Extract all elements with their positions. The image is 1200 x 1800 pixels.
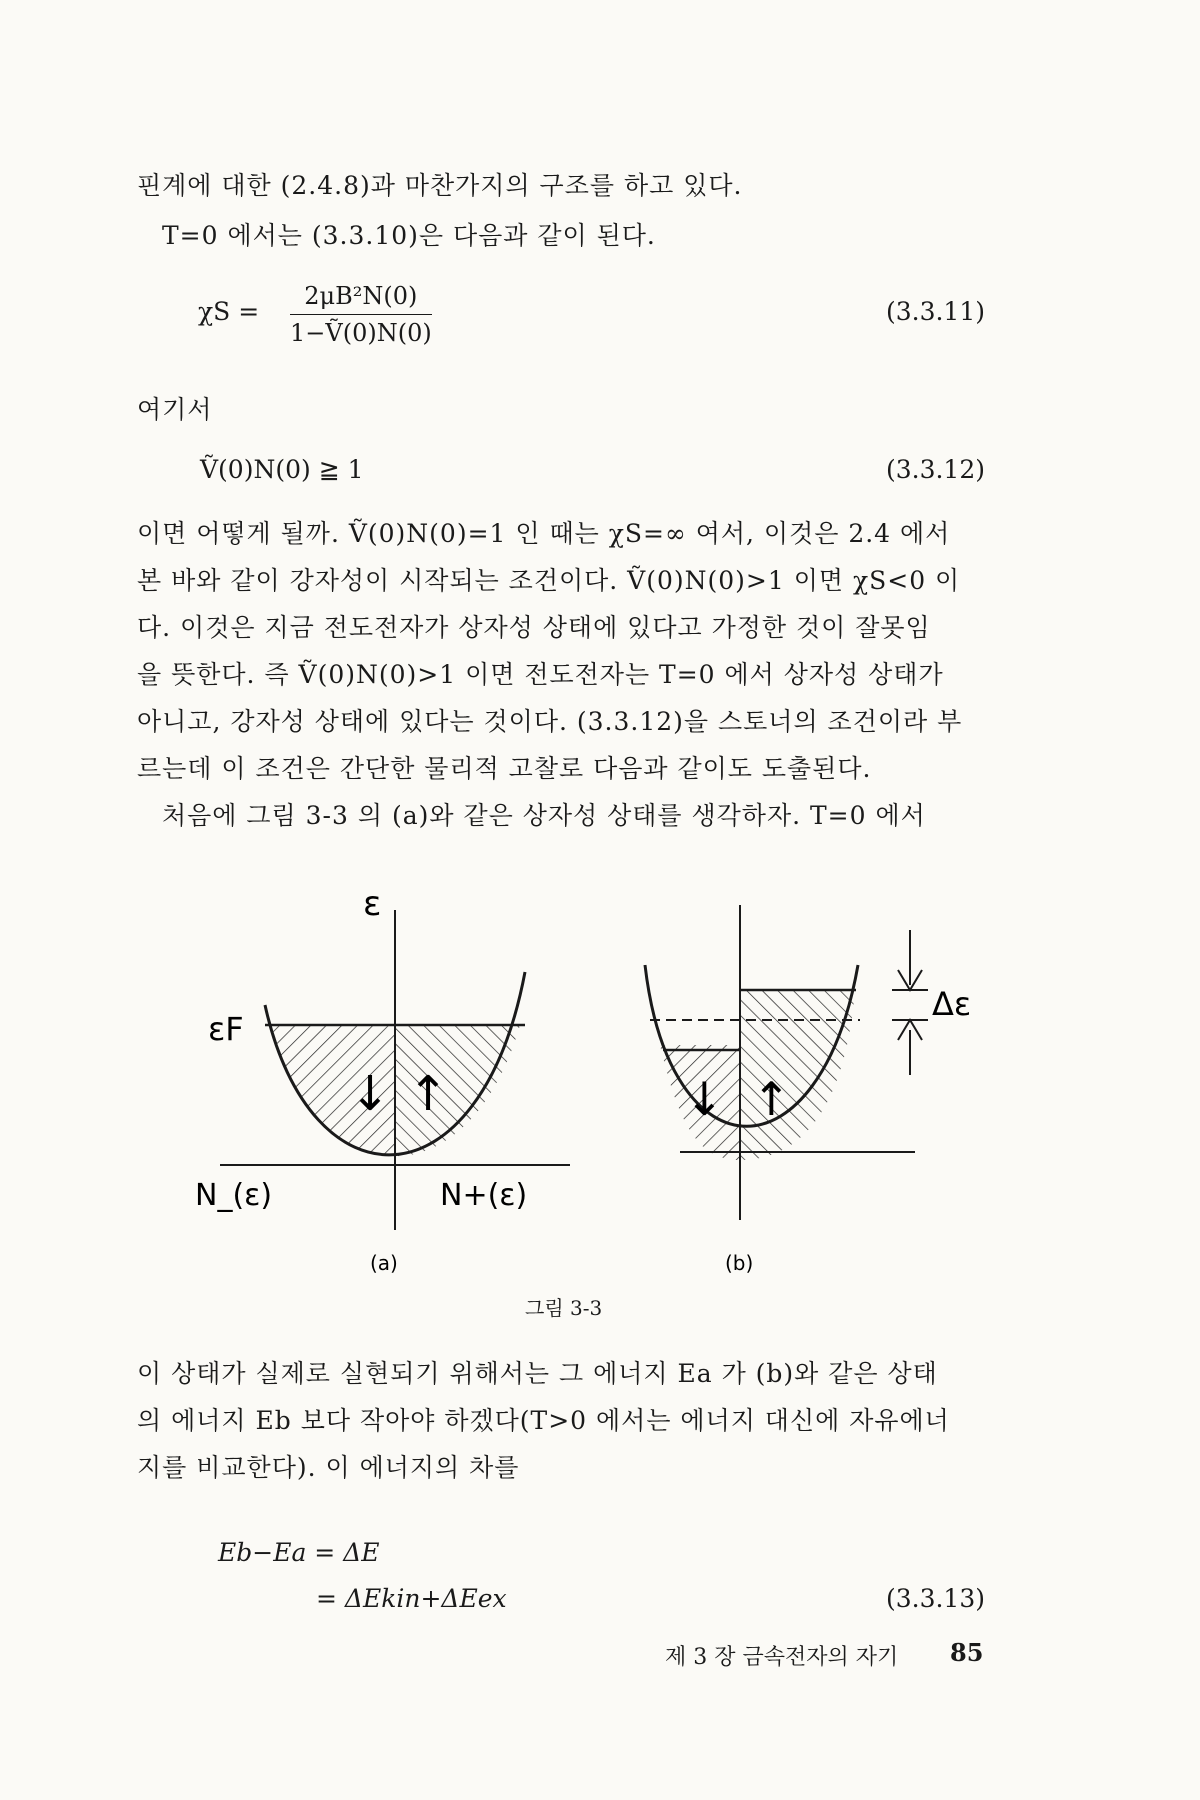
fermi-label: εF <box>208 1010 244 1048</box>
equation-number: (3.3.11) <box>885 297 985 326</box>
fraction-numerator: 2μB²N(0) <box>290 282 432 315</box>
left-dos-label: N_(ε) <box>195 1178 273 1213</box>
text-line: 여기서 <box>137 395 213 424</box>
chapter-title: 제 3 장 금속전자의 자기 <box>665 1645 899 1670</box>
fraction-denominator: 1−Ṽ(0)N(0) <box>290 319 432 347</box>
text-line: 의 에너지 Eb 보다 작아야 하겠다(T>0 에서는 에너지 대신에 자유에너 <box>137 1406 950 1435</box>
figure-3-3 <box>180 860 1000 1280</box>
equation-number: (3.3.12) <box>885 455 985 484</box>
text-line: 다. 이것은 지금 전도전자가 상자성 상태에 있다고 가정한 것이 잘못임 <box>137 613 931 642</box>
spin-down-arrow: ↓ <box>685 1072 724 1126</box>
spin-up-arrow: ↑ <box>752 1072 791 1126</box>
panel-b <box>645 905 971 1220</box>
panel-a-label: (a) <box>370 1251 398 1275</box>
equation-fraction <box>290 282 432 347</box>
text-line: 르는데 이 조건은 간단한 물리적 고찰로 다음과 같이도 도출된다. <box>137 754 872 783</box>
equation-lhs: χS = <box>198 297 260 326</box>
text-line: 처음에 그림 3-3 의 (a)와 같은 상자성 상태를 생각하자. T=0 에서 <box>162 801 926 830</box>
equation-expr: Ṽ(0)N(0) ≧ 1 <box>200 455 364 484</box>
equation-line: Eb−Ea = ΔE <box>218 1538 380 1567</box>
energy-axis-label: ε <box>363 884 382 924</box>
text-line: 을 뜻한다. 즉 Ṽ(0)N(0)>1 이면 전도전자는 T=0 에서 상자성 상태가 <box>137 660 944 689</box>
figure-caption: 그림 3-3 <box>525 1296 603 1320</box>
right-dos-label: N+(ε) <box>440 1178 528 1213</box>
text-line: 이면 어떻게 될까. Ṽ(0)N(0)=1 인 때는 χS=∞ 여서, 이것은 2.4 에서 <box>137 519 951 548</box>
text-line: 지를 비교한다). 이 에너지의 차를 <box>137 1453 520 1482</box>
text-line: T=0 에서는 (3.3.10)은 다음과 같이 된다. <box>162 221 656 250</box>
text-line: 본 바와 같이 강자성이 시작되는 조건이다. Ṽ(0)N(0)>1 이면 χS<0 이 <box>137 566 961 595</box>
equation-number: (3.3.13) <box>885 1584 985 1613</box>
text-line: 아니고, 강자성 상태에 있다는 것이다. (3.3.12)을 스토너의 조건이라 부 <box>137 707 963 736</box>
text-line: 핀계에 대한 (2.4.8)과 마찬가지의 구조를 하고 있다. <box>137 171 743 200</box>
spin-up-arrow: ↑ <box>408 1066 449 1122</box>
panel-b-label: (b) <box>725 1251 754 1275</box>
text-line: 이 상태가 실제로 실현되기 위해서는 그 에너지 Ea 가 (b)와 같은 상태 <box>137 1359 938 1388</box>
spin-down-arrow: ↓ <box>350 1066 391 1122</box>
delta-energy-label: Δε <box>932 985 972 1023</box>
page-number: 85 <box>950 1638 984 1667</box>
equation-line: = ΔEkin+ΔEex <box>316 1584 507 1613</box>
panel-a <box>195 884 570 1230</box>
